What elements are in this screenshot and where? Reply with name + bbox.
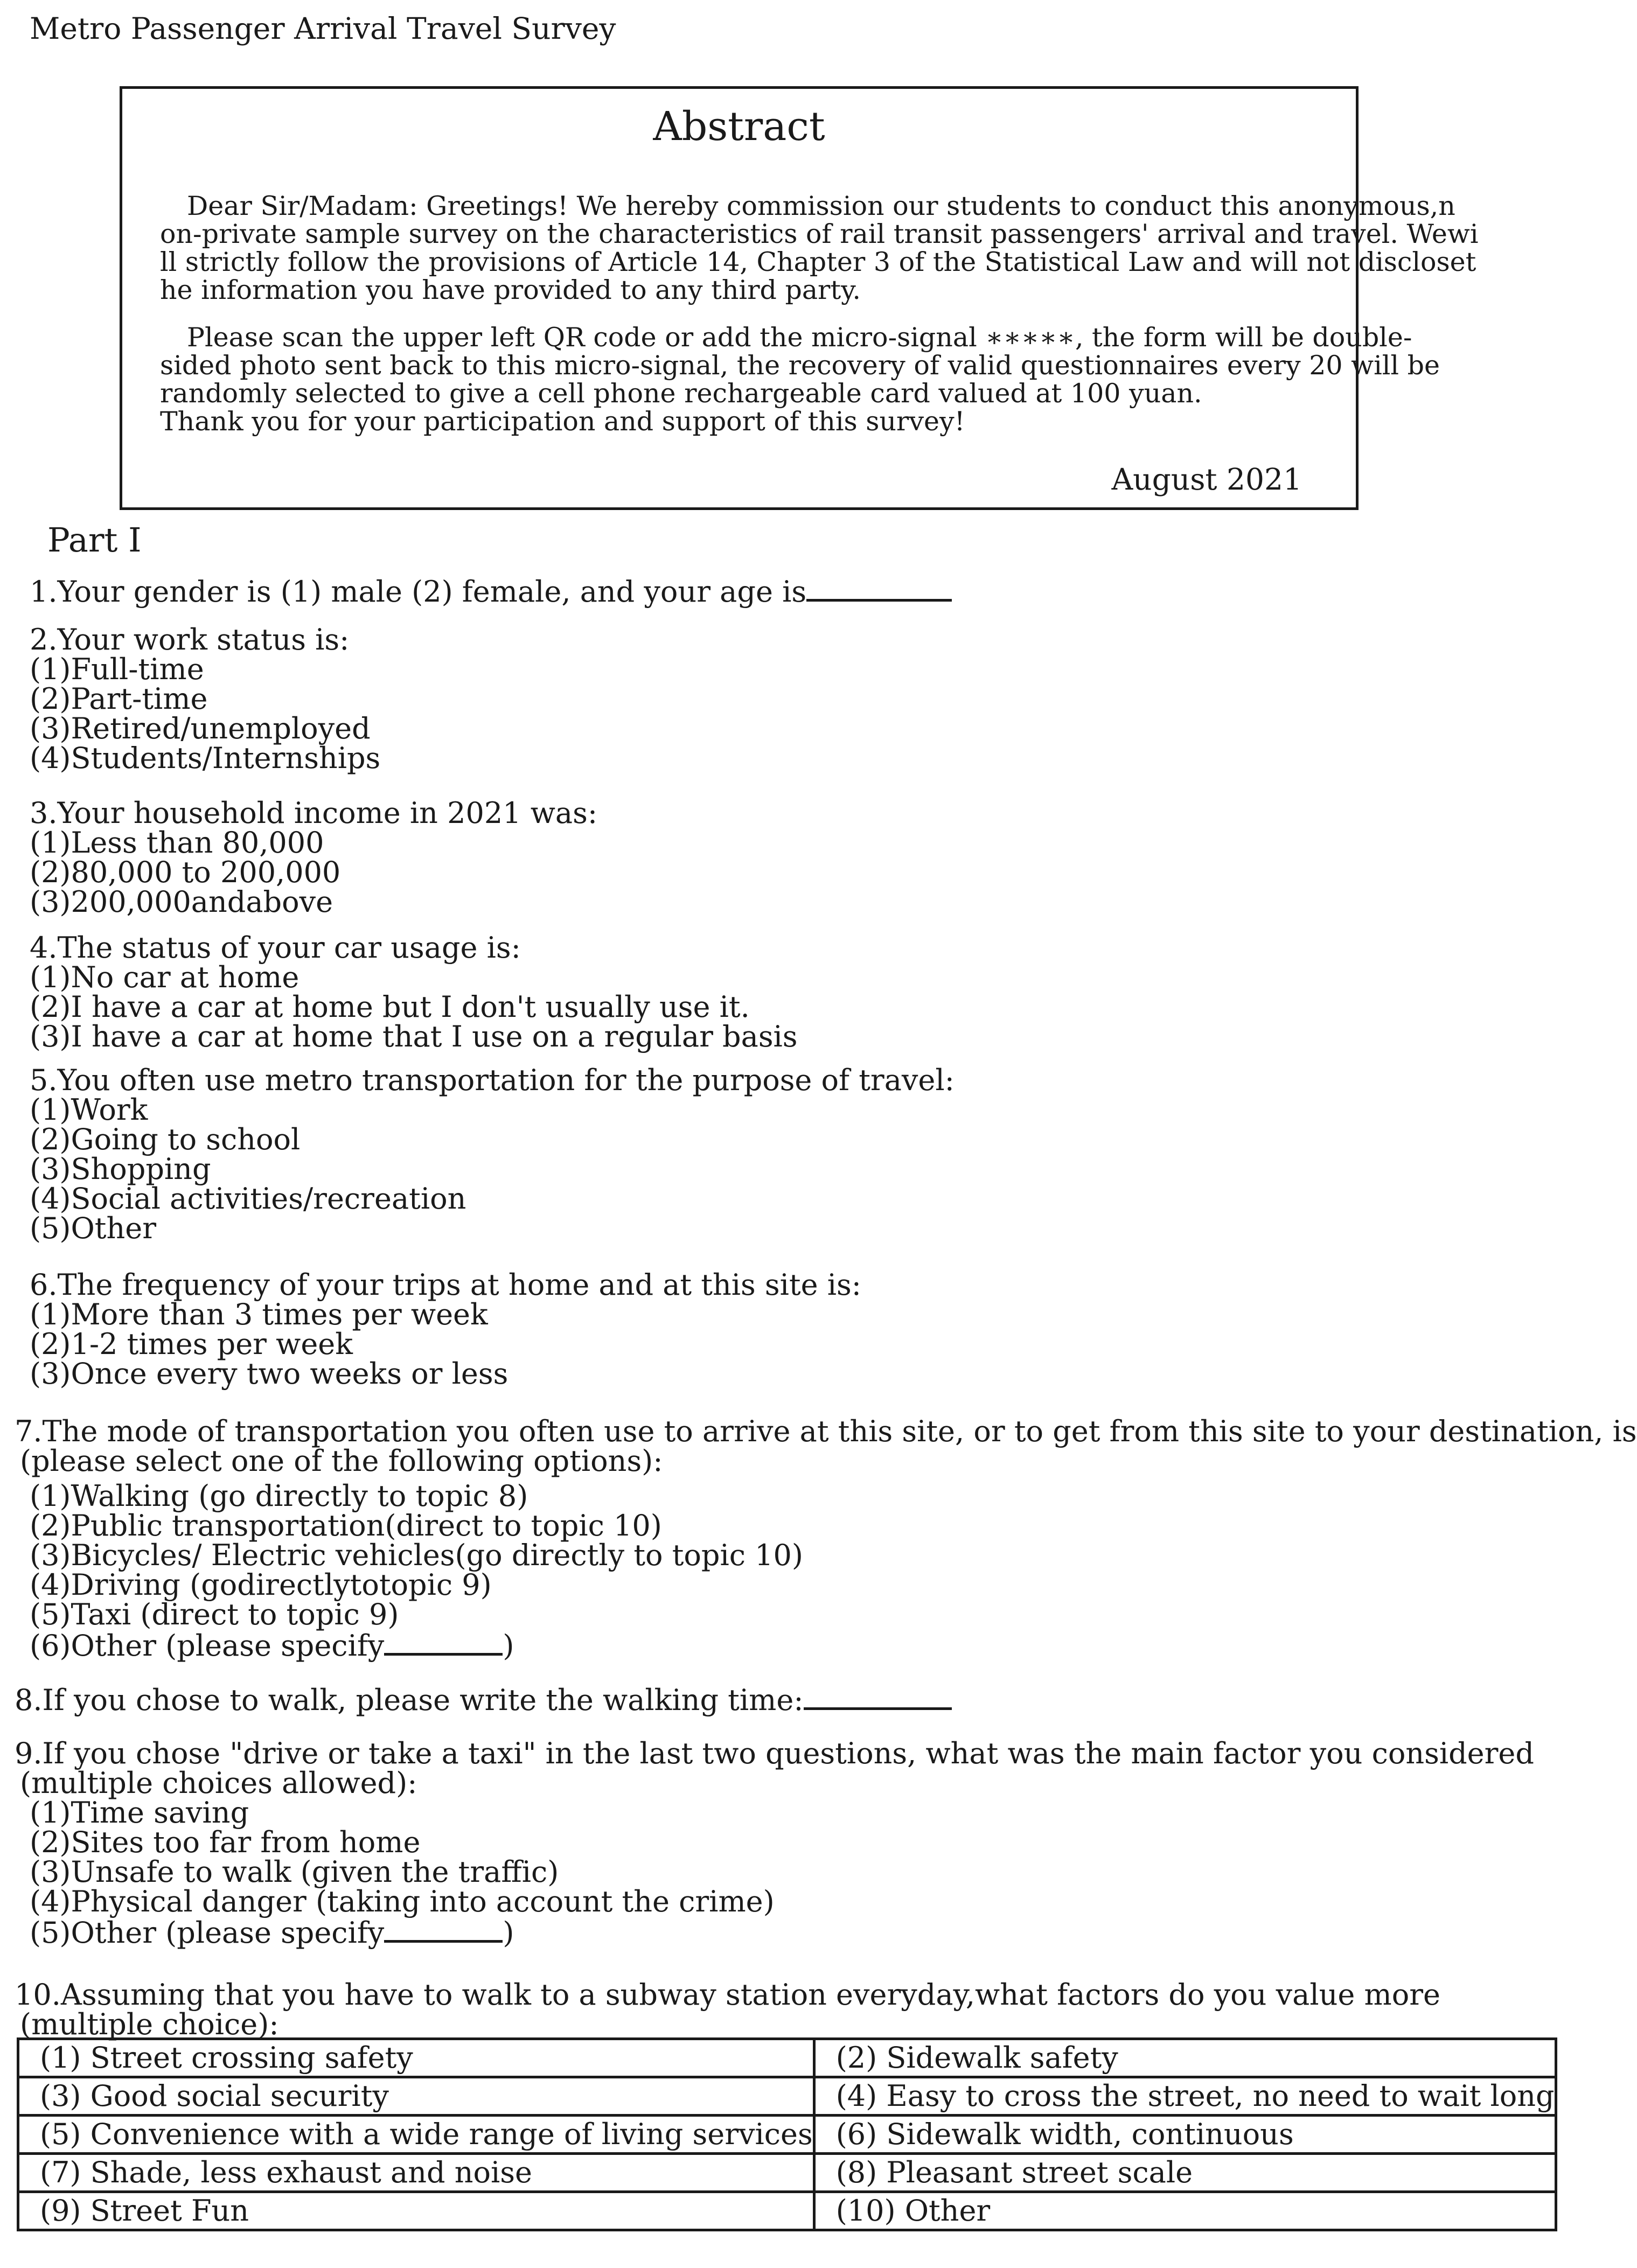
question-7-line: (5)Taxi (direct to topic 9) bbox=[30, 1597, 399, 1631]
table-row bbox=[18, 2116, 1556, 2154]
question-3-line: (1)Less than 80,000 bbox=[30, 826, 324, 860]
abstract-line: ll strictly follow the provisions of Article 14, Chapter 3 of the Statistical Law and will not discloset bbox=[160, 247, 1476, 277]
abstract-line: sided photo sent back to this micro-signal, the recovery of valid questionnaires every 20 will be bbox=[160, 350, 1440, 381]
abstract-paragraph-1 bbox=[160, 191, 1479, 305]
abstract-heading: Abstract bbox=[653, 103, 825, 150]
question-6 bbox=[30, 1268, 861, 1391]
age-blank[interactable] bbox=[806, 575, 952, 602]
question-3-line: (3)200,000andabove bbox=[30, 885, 333, 919]
question-10-line: 10.Assuming that you have to walk to a subway station everyday,what factors do you value more bbox=[15, 1978, 1440, 2012]
question-4-line: (2)I have a car at home but I don't usually use it. bbox=[30, 990, 750, 1024]
question-4 bbox=[30, 933, 798, 1051]
question-2-line: (4)Students/Internships bbox=[30, 741, 381, 775]
question-6-line: (1)More than 3 times per week bbox=[30, 1297, 488, 1331]
question-8-text: 8.If you chose to walk, please write the walking time: bbox=[15, 1683, 804, 1717]
question-7-line: (3)Bicycles/ Electric vehicles(go directly to topic 10) bbox=[30, 1538, 803, 1572]
part-heading: Part I bbox=[47, 520, 142, 560]
table-row bbox=[18, 2154, 1556, 2192]
question-9-line: (multiple choices allowed): bbox=[20, 1766, 417, 1800]
question-5-line: (3)Shopping bbox=[30, 1152, 211, 1186]
abstract-line: Dear Sir/Madam: Greetings! We hereby commission our students to conduct this anonymous,n bbox=[187, 191, 1455, 221]
abstract-line: Please scan the upper left QR code or add the micro-signal ∗∗∗∗∗, the form will be double- bbox=[187, 322, 1412, 353]
question-6-line: (3)Once every two weeks or less bbox=[30, 1357, 508, 1391]
question-1 bbox=[30, 575, 952, 609]
question-6-line: (2)1-2 times per week bbox=[30, 1327, 353, 1361]
abstract-box bbox=[120, 86, 1479, 510]
question-7-other-close: ) bbox=[503, 1629, 514, 1663]
factor-option[interactable]: (5) Convenience with a wide range of living services bbox=[18, 2116, 814, 2154]
abstract-line: Thank you for your participation and support of this survey! bbox=[160, 406, 965, 437]
question-10 bbox=[15, 1980, 1440, 2039]
abstract-line: on-private sample survey on the characteristics of rail transit passengers' arrival and travel. Wewi bbox=[160, 219, 1479, 249]
question-3-line: (2)80,000 to 200,000 bbox=[30, 855, 341, 889]
factor-option[interactable]: (8) Pleasant street scale bbox=[814, 2154, 1556, 2192]
table-row bbox=[18, 2039, 1556, 2077]
q9-other-blank[interactable] bbox=[384, 1916, 503, 1943]
question-4-line: (1)No car at home bbox=[30, 960, 299, 994]
question-2-line: (3)Retired/unemployed bbox=[30, 711, 371, 745]
abstract-line: randomly selected to give a cell phone rechargeable card valued at 100 yuan. bbox=[160, 378, 1202, 409]
walking-time-blank[interactable] bbox=[804, 1684, 952, 1710]
question-3 bbox=[30, 798, 597, 917]
question-2-line: (2)Part-time bbox=[30, 682, 208, 716]
question-2-line: (1)Full-time bbox=[30, 652, 204, 686]
question-9-line: (4)Physical danger (taking into account the crime) bbox=[30, 1885, 775, 1918]
abstract-paragraph-2 bbox=[160, 322, 1440, 437]
question-5-line: (1)Work bbox=[30, 1093, 148, 1127]
factor-option[interactable]: (6) Sidewalk width, continuous bbox=[814, 2116, 1556, 2154]
question-4-line: (3)I have a car at home that I use on a regular basis bbox=[30, 1020, 798, 1053]
abstract-date: August 2021 bbox=[1111, 462, 1302, 497]
question-5-line: (2)Going to school bbox=[30, 1122, 301, 1156]
factor-options-table bbox=[17, 2037, 1557, 2231]
factor-option[interactable]: (4) Easy to cross the street, no need to wait long bbox=[814, 2077, 1556, 2116]
question-1-text: 1.Your gender is (1) male (2) female, and your age is bbox=[30, 575, 807, 609]
question-3-line: 3.Your household income in 2021 was: bbox=[30, 796, 598, 830]
table-row bbox=[18, 2077, 1556, 2116]
question-9-line: (3)Unsafe to walk (given the traffic) bbox=[30, 1855, 559, 1889]
factor-option[interactable]: (3) Good social security bbox=[18, 2077, 814, 2116]
factor-option[interactable]: (9) Street Fun bbox=[18, 2192, 814, 2230]
question-9-line: 9.If you chose "drive or take a taxi" in the last two questions, what was the main factor you considered bbox=[15, 1736, 1534, 1770]
question-7-line: (1)Walking (go directly to topic 8) bbox=[30, 1479, 528, 1513]
question-9-other-label: (5)Other (please specify bbox=[30, 1916, 385, 1950]
question-7 bbox=[15, 1414, 1637, 1663]
question-4-line: 4.The status of your car usage is: bbox=[30, 931, 521, 965]
question-7-line: (2)Public transportation(direct to topic 10) bbox=[30, 1509, 662, 1543]
table-row bbox=[18, 2192, 1556, 2230]
factor-option[interactable]: (10) Other bbox=[814, 2192, 1556, 2230]
factor-option[interactable]: (1) Street crossing safety bbox=[18, 2039, 814, 2077]
question-9-line: (1)Time saving bbox=[30, 1796, 249, 1830]
question-5-line: (4)Social activities/recreation bbox=[30, 1182, 466, 1216]
question-8 bbox=[15, 1684, 952, 1715]
question-9-line: (2)Sites too far from home bbox=[30, 1825, 421, 1859]
question-7-line: (please select one of the following options): bbox=[20, 1444, 663, 1478]
question-5-line: 5.You often use metro transportation for the purpose of travel: bbox=[30, 1063, 955, 1097]
question-9 bbox=[15, 1736, 1534, 1950]
question-6-line: 6.The frequency of your trips at home and at this site is: bbox=[30, 1268, 861, 1302]
factor-option[interactable]: (7) Shade, less exhaust and noise bbox=[18, 2154, 814, 2192]
factor-option[interactable]: (2) Sidewalk safety bbox=[814, 2039, 1556, 2077]
question-7-other-label: (6)Other (please specify bbox=[30, 1629, 385, 1663]
question-5 bbox=[30, 1065, 955, 1243]
page-title: Metro Passenger Arrival Travel Survey bbox=[30, 11, 616, 46]
question-7-line: (4)Driving (godirectlytotopic 9) bbox=[30, 1568, 492, 1602]
question-5-line: (5)Other bbox=[30, 1211, 157, 1245]
question-10-line: (multiple choice): bbox=[20, 2007, 279, 2041]
question-2 bbox=[30, 625, 380, 773]
question-9-other-close: ) bbox=[503, 1916, 514, 1950]
q7-other-blank[interactable] bbox=[384, 1629, 503, 1656]
abstract-line: he information you have provided to any third party. bbox=[160, 275, 861, 305]
question-2-line: 2.Your work status is: bbox=[30, 623, 350, 657]
question-7-line: 7.The mode of transportation you often use to arrive at this site, or to get from this site to your destination, is bbox=[15, 1414, 1637, 1448]
